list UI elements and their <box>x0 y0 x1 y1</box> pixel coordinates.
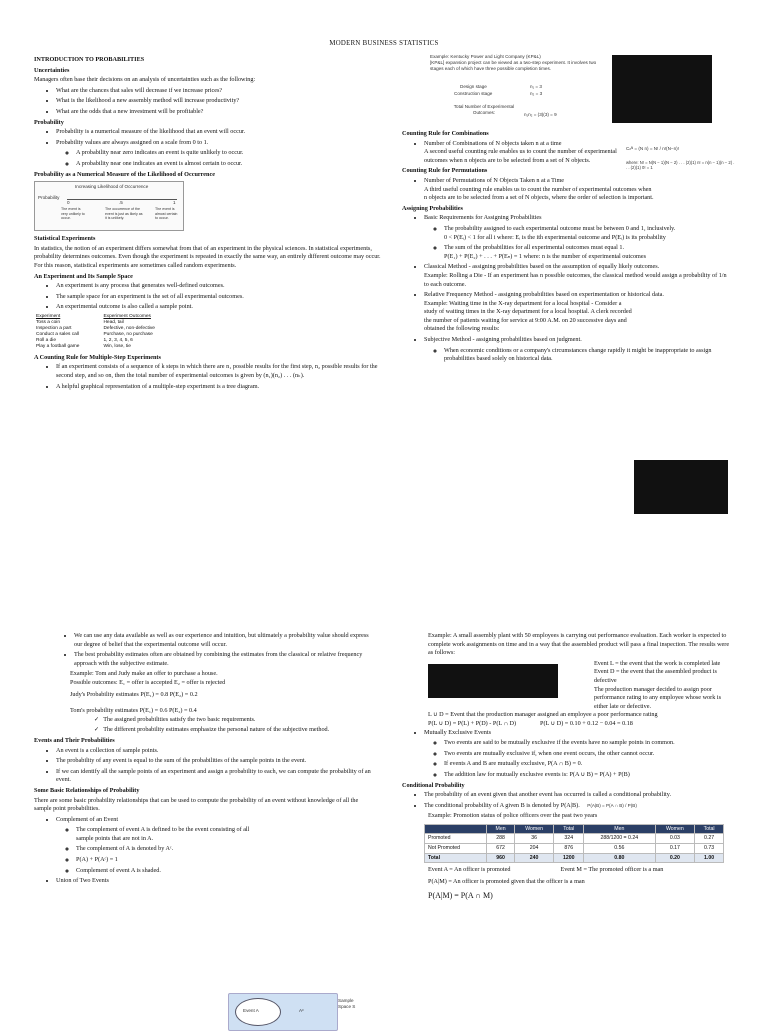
column-header: Women <box>514 824 554 834</box>
list-item <box>424 140 634 166</box>
list-item: • Mutually Exclusive Events <box>424 729 732 738</box>
list-item: ◦ P(A) + P(Aᶜ) = 1 <box>76 856 256 865</box>
assembly-events-block <box>402 660 732 712</box>
kpl-description: [KP&L] expansion project can be viewed as a two-step experiment. It involves two stages each of which have three possible completion times. <box>430 60 597 71</box>
table-cell: Purchase, no purchase <box>103 331 153 337</box>
venn-sample-space-label: Sample Space S <box>338 998 356 1009</box>
requirement-2-formula: P(E₁) + P(E₂) + . . . + P(Eₙ) = 1 where: n is the number of experimental outcomes <box>444 252 647 260</box>
scale-caption-3: The event is almost certain to occur. <box>155 207 178 220</box>
example-line: Example: Tom and Judy make an offer to purchase a house. <box>70 670 218 678</box>
list-item: ◦ Complement of event A is shaded. <box>76 867 256 876</box>
list-item: • Probability is a numerical measure of the likelihood that an event will occur. <box>56 128 384 137</box>
list-item <box>424 291 732 334</box>
classical-example: Example: Rolling a Die - If an experiment has n possible outcomes, the classical method would assign a probability of 1/n to each outcome. <box>424 271 727 288</box>
managers-line: Managers often base their decisions on an analysis of uncertainties such as the following: <box>34 76 256 84</box>
list-item: • A helpful graphical representation of a multiple-step experiment is a tree diagram. <box>56 383 384 392</box>
event-a: Event A = An officer is promoted <box>428 866 511 874</box>
table-cell: 0.03 <box>655 834 695 844</box>
permutations-list <box>402 177 654 203</box>
list-item <box>444 225 732 242</box>
likelihood-scale-figure <box>34 181 184 231</box>
house-example <box>34 670 374 715</box>
list-item: • We can use any data available as well as our experience and intuition, but ultimately a probability value should express our degree of belief that the experimental outcome will occur. <box>74 632 374 649</box>
conditional-a-given-m: P(A|M) = An officer is promoted given that the officer is a man <box>428 877 585 885</box>
probability-heading: Probability <box>34 118 64 126</box>
list-item: • Subjective Method - assigning probabilities based on judgment. <box>424 336 732 345</box>
permutations-title: • Number of Permutations of N Objects Taken n at a Time <box>424 176 565 184</box>
permutations-heading: Counting Rule for Permutations <box>402 167 488 175</box>
list-item: ◦ The complement of event A is defined to be the event consisting of all sample points that are not in A. <box>76 826 256 843</box>
column-header: Men <box>487 824 514 834</box>
list-item: • If we can identify all the sample points of an experiment and assign a probability to each, we can compute the probability of an event. <box>56 768 374 785</box>
list-item: ◦ A probability near one indicates an event is almost certain to occur. <box>76 160 384 169</box>
list-item: • The sample space for an experiment is the set of all experimental outcomes. <box>56 293 384 302</box>
numerical-measure-heading: Probability as a Numerical Measure of the Likelihood of Occurrence <box>34 170 215 178</box>
relative-frequency-example: Example: Waiting time in the X-ray department for a local hospital - Consider a study of waiting times in the X-ray department for a local hospital. A clerk recorded the number of patients waiting for service at 9:00 A.M. on 20 successive days and obtained the following results: <box>424 299 632 333</box>
kpl-design-value: n₁ = 3 <box>530 84 542 89</box>
requirement-1-formula: 0 < P(Eᵢ) < 1 for all i where: Eᵢ is the ith experimental outcome and P(Eᵢ) is its probability <box>444 233 666 241</box>
kpl-total-label: Total Number of Experimental Outcomes: <box>453 104 515 115</box>
experiment-list <box>34 282 384 312</box>
experiment-sample-space-heading: An Experiment and Its Sample Space <box>34 272 133 280</box>
uncertainties-heading: Uncertainties <box>34 66 70 74</box>
table-cell: Inspection a part <box>36 325 72 331</box>
combination-where: where: N! = N(N − 1)(N − 2) . . . (2)(1) n! = n(n − 1)(n − 2) . . . (2)(1) 0! = 1 <box>626 160 735 171</box>
list-item: • If an experiment consists of a sequence of k steps in which there are n₁ possible results for the first step, n₂ possible results for the second step, and so on, then the total number of experimental outcomes is given by (n₁)(n₂) . . . (nₖ). <box>56 363 384 380</box>
table-cell: Play a football game <box>36 343 80 349</box>
table-total-row <box>425 853 724 863</box>
table-cell: Toss a coin <box>36 319 60 325</box>
document-title: MODERN BUSINESS STATISTICS <box>329 40 439 47</box>
probability-list <box>34 128 384 168</box>
list-item: • Complement of an Event <box>56 816 374 825</box>
list-item: ◦ If events A and B are mutually exclusive, P(A ∩ B) = 0. <box>444 760 732 769</box>
statistical-experiments-heading: Statistical Experiments <box>34 235 96 243</box>
venn-complement-label: Aᶜ <box>299 1008 304 1013</box>
scale-tick-1: 1 <box>173 200 176 206</box>
conditional-notation: The conditional probability of A given B is denoted by P(A|B). <box>424 801 580 809</box>
table-cell: Roll a die <box>36 337 56 343</box>
combinations-heading: Counting Rule for Combinations <box>402 130 489 137</box>
list-item: ◦ The complement of A is denoted by Aᶜ. <box>76 845 256 854</box>
table-cell: 672 <box>487 844 514 854</box>
table-cell: 0.27 <box>695 834 724 844</box>
list-item: ◦ Two events are said to be mutually exclusive if the events have no sample points in common. <box>444 739 732 748</box>
list-item: • An event is a collection of sample points. <box>56 747 374 756</box>
conditional-a-given-m-formula: P(A|M) = P(A ∩ M) <box>428 891 493 901</box>
list-item: • The best probability estimates often are obtained by combining the estimates from the classical or relative frequency approach with the subjective estimate. <box>74 651 374 668</box>
column-header: Total <box>695 824 724 834</box>
table-cell: 1, 2, 3, 4, 5, 6 <box>103 337 133 343</box>
table-cell: 288 <box>487 834 514 844</box>
combinations-title: • Number of Combinations of N objects taken n at a time <box>424 139 562 147</box>
assembly-example: Example: A small assembly plant with 50 employees is carrying out performance evaluation. Each worker is expected to complete work assignments on time and in a way that the assembled product will pass a final inspection. The results were as follows: <box>428 632 730 657</box>
table-cell: 1200 <box>554 853 584 863</box>
tom-estimates: Tom's probability estimates P(E₁) = 0.6 P(E₂) = 0.4 <box>70 707 197 715</box>
conditional-formula: P(A|B) = P(A ∩ B) / P(B) <box>587 802 637 808</box>
list-item: ◦ The addition law for mutually exclusive events is: P(A ∪ B) = P(A) + P(B) <box>444 771 732 780</box>
promotion-events <box>402 866 732 875</box>
waiting-time-table-image <box>634 460 728 514</box>
kpl-construction-label: Construction stage <box>454 91 493 96</box>
list-item: • The probability of an event given that another event has occurred is called a conditional probability. <box>424 791 732 800</box>
table-cell: Head, tail <box>103 319 124 325</box>
events-list <box>34 747 374 785</box>
list-item <box>444 244 732 261</box>
events-heading: Events and Their Probabilities <box>34 736 115 744</box>
table-cell: 0.20 <box>655 853 695 863</box>
scale-top-label: Increasing Likelihood of Occurrence <box>75 184 149 190</box>
list-item: • An experiment is any process that generates well-defined outcomes. <box>56 282 384 291</box>
left-column <box>34 54 384 393</box>
list-item: • An experimental outcome is also called a sample point. <box>56 303 384 312</box>
column-header <box>425 824 487 834</box>
column-header: Total <box>554 824 584 834</box>
list-item: • Probability values are always assigned on a scale from 0 to 1. <box>56 139 384 148</box>
list-item: • Union of Two Events <box>56 877 374 886</box>
scale-caption-2: The occurrence of the event is just as likely as it is unlikely. <box>105 207 143 220</box>
check-list <box>34 716 374 735</box>
requirement-1: ◦ The probability assigned to each experimental outcome must be between 0 and 1, inclusively. <box>444 224 676 232</box>
assigning-heading: Assigning Probabilities <box>402 204 463 212</box>
table-cell: 0.73 <box>695 844 724 854</box>
list-item <box>424 263 732 289</box>
assembly-events <box>584 660 732 712</box>
combination-formula: Cₙᴺ = (N n) = N! / n!(N−n)! <box>626 146 679 151</box>
venn-event-a-label: Event A <box>243 1008 259 1013</box>
uncertainty-list <box>34 87 384 117</box>
list-item: ◦ A probability near zero indicates an event is quite unlikely to occur. <box>76 149 384 158</box>
classical-method: • Classical Method - assigning probabilities based on the assumption of equally likely outcomes. <box>424 263 660 271</box>
scale-tick-half: .5 <box>119 200 123 206</box>
column-header: Experiment Outcomes <box>103 313 151 319</box>
list-item: • What are the chances that sales will decrease if we increase prices? <box>56 87 384 96</box>
kpl-example-box <box>430 54 608 126</box>
list-item: • What are the odds that a new investment will be profitable? <box>56 108 384 117</box>
union-formula: P(L ∪ D) = P(L) + P(D) - P(L ∩ D) <box>428 719 517 727</box>
column-header: Men <box>584 824 655 834</box>
table-cell: Conduct a sales call <box>36 331 79 337</box>
table-cell: 876 <box>554 844 584 854</box>
table-cell: 0.80 <box>584 853 655 863</box>
experiment-outcomes-table <box>36 314 384 350</box>
table-cell: 36 <box>514 834 554 844</box>
bottom-right-column <box>402 632 732 901</box>
permutations-description: A third useful counting rule enables us to count the number of experimental outcomes when n objects are to be selected from a set of N objects, where the order of selection is important. <box>424 185 654 202</box>
combinations-description: A second useful counting rule enables us to count the number of experimental outcomes when n objects are to be selected from a set of N objects. <box>424 148 617 164</box>
kpl-title: Example: Kentucky Power and Light Company (KP&L) <box>430 54 541 59</box>
kpl-construction-value: n₂ = 3 <box>530 91 543 96</box>
outcomes-column <box>103 314 154 350</box>
table-cell: 960 <box>487 853 514 863</box>
mutually-exclusive-list <box>402 729 732 780</box>
intro-heading: INTRODUCTION TO PROBABILITIES <box>34 56 145 63</box>
table-cell: Promoted <box>425 834 487 844</box>
manager-decision: The production manager decided to assign poor performance rating to any employee whose work is either late or defective. <box>594 685 721 710</box>
list-item: • What is the likelihood a new assembly method will increase productivity? <box>56 97 384 106</box>
table-cell: Not Promoted <box>425 844 487 854</box>
union-event: L ∪ D = Event that the production manager assigned an employee a poor performance rating <box>428 711 658 719</box>
requirement-2: ◦ The sum of the probabilities for all experimental outcomes must equal 1. <box>444 244 625 252</box>
table-cell: Defective, non-defective <box>103 325 155 331</box>
list-item: • Basic Requirements for Assigning Probabilities <box>424 214 732 223</box>
table-cell: 0.56 <box>584 844 655 854</box>
table-cell: 288/1200 = 0.24 <box>584 834 655 844</box>
table-cell: 240 <box>514 853 554 863</box>
conditional-list <box>402 791 732 810</box>
scale-probability-label: Probability <box>38 195 60 201</box>
table-row <box>425 834 724 844</box>
complement-list <box>34 816 374 886</box>
table-cell: 1.00 <box>695 853 724 863</box>
column-header: Experiment <box>36 313 61 319</box>
event-m: Event M = The promoted officer is a man <box>560 866 664 874</box>
union-formulas <box>402 720 732 729</box>
list-item: ◦ Two events are mutually exclusive if, when one event occurs, the other cannot occur. <box>444 750 732 759</box>
assembly-results-table-image <box>428 664 558 698</box>
list-item <box>424 177 654 203</box>
counting-rule-heading: A Counting Rule for Multiple-Step Experiments <box>34 353 161 361</box>
list-item: ✓ The assigned probabilities satisfy the two basic requirements. <box>104 716 374 725</box>
combinations-list <box>402 140 634 166</box>
basic-relationships-heading: Some Basic Relationships of Probability <box>34 786 140 794</box>
counting-rule-list <box>34 363 384 391</box>
table-cell: 204 <box>514 844 554 854</box>
kpl-total-value: n₁n₂ = (3)(3) = 9 <box>524 112 557 117</box>
statistical-experiments-paragraph: In statistics, the notion of an experiment differs somewhat from that of an experiment in the physical sciences. In statistical experiments, probability determines outcomes. Even though the experiment is repeated in exactly the same way, an entirely different outcome may occur. For this reason, statistical experiments are sometimes called random experiments. <box>34 244 381 269</box>
list-item: ◦ When economic conditions or a company's circumstances change rapidly it might be inappropriate to assign probabilities based solely on historical data. <box>444 347 732 364</box>
basic-relationships-paragraph: There are some basic probability relationships that can be used to compute the probability of an event without knowledge of all the sample point probabilities. <box>34 796 359 813</box>
outcomes-line: Possible outcomes: E₁ = offer is accepted E₂ = offer is rejected <box>70 678 226 686</box>
table-cell: 0.17 <box>655 844 695 854</box>
subjective-list <box>34 632 374 668</box>
complement-venn-diagram <box>228 993 338 1031</box>
assigning-list <box>402 214 732 364</box>
scale-caption-1: The event is very unlikely to occur. <box>61 207 85 220</box>
table-cell: Total <box>425 853 487 863</box>
list-item <box>424 802 732 811</box>
relative-frequency-method: • Relative Frequency Method - assigning probabilities based on experimentation or historical data. <box>424 291 664 299</box>
union-calculation: P(L ∪ D) = 0.10 + 0.12 − 0.04 = 0.18 <box>540 719 633 727</box>
conditional-heading: Conditional Probability <box>402 781 465 789</box>
event-d: Event D = the event that the assembled product is defective <box>594 668 717 684</box>
scale-tick-0: 0 <box>67 200 70 206</box>
promotion-table <box>424 824 724 863</box>
event-l: Event L = the event that the work is completed late <box>594 659 721 667</box>
promotion-example: Example: Promotion status of police officers over the past two years <box>428 812 598 820</box>
bottom-left-column <box>34 632 374 888</box>
list-item: • The probability of any event is equal to the sum of the probabilities of the sample points in the event. <box>56 757 374 766</box>
tree-diagram-image <box>612 55 712 123</box>
experiment-column <box>36 314 79 350</box>
column-header: Women <box>655 824 695 834</box>
table-cell: 324 <box>554 834 584 844</box>
kpl-design-label: Design stage <box>460 84 487 89</box>
list-item: ✓ The different probability estimates emphasize the personal nature of the subjective method. <box>104 726 374 735</box>
table-cell: Win, lose, tie <box>103 343 131 349</box>
table-header-row <box>425 824 724 834</box>
table-row <box>425 844 724 854</box>
judy-estimates: Judy's Probability estimates P(E₁) = 0.8 P(E₂) = 0.2 <box>70 690 198 698</box>
